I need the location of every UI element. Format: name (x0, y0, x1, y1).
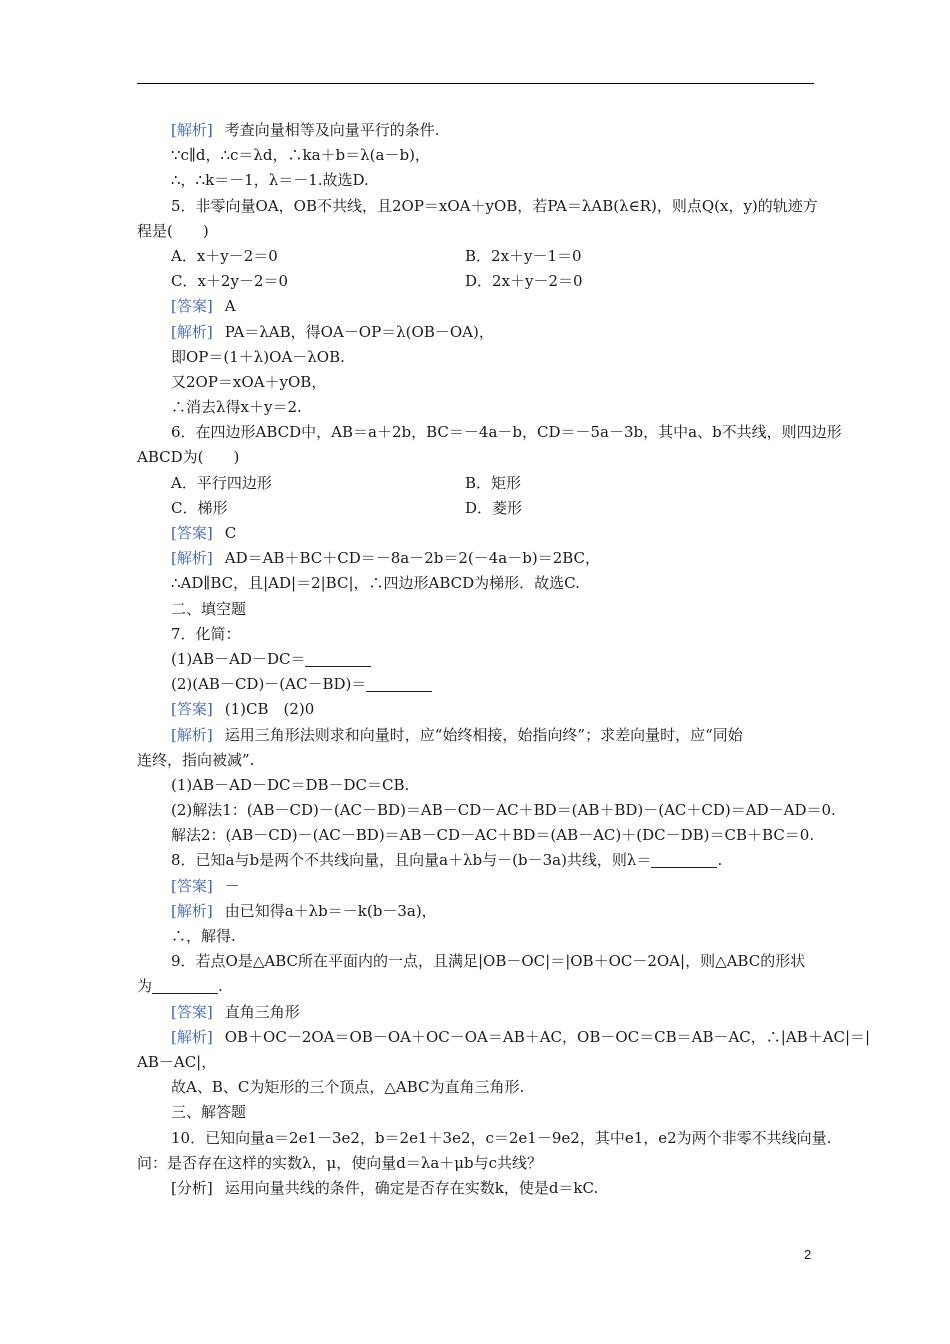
answer-blank (305, 650, 371, 667)
text-line: 程是( ) (137, 221, 209, 240)
answer-line (137, 1000, 817, 1025)
analysis-tag: [ 解析 ] (171, 323, 213, 341)
answer-line (137, 294, 817, 319)
option-d: D．菱形 (465, 498, 523, 517)
analysis-tag: [ 解析 ] (171, 902, 213, 920)
analysis-line (137, 899, 817, 924)
analysis-line (137, 320, 817, 345)
question-8 (137, 848, 817, 873)
text-line: (2)解法1：(AB－CD)－(AC－BD)＝AB－CD－AC＋BD＝(AB＋BD)－(AC＋CD)＝AD－AD＝0. (171, 801, 836, 820)
answer-line (137, 697, 817, 722)
answer-tag: [ 答案 ] (171, 297, 213, 315)
fenxi-tag: [分析] (171, 1178, 213, 1197)
question-6: 6．在四边形ABCD中，AB＝a＋2b，BC＝－4a－b，CD＝－5a－3b，其中a、b不共线，则四边形 (171, 423, 842, 442)
analysis-line (137, 1176, 817, 1201)
line-text: PA＝λAB，得OA－OP＝λ(OB－OA)， (224, 322, 494, 341)
option-d: D．2x＋y－2＝0 (465, 272, 583, 291)
answer-line (137, 521, 817, 546)
text-line (137, 974, 817, 999)
text-line: ∴，∴k＝－1，λ＝－1.故选D. (171, 171, 369, 190)
options-row (137, 269, 817, 294)
text-line: ∴，解得. (171, 927, 236, 945)
section-heading: 三、解答题 (171, 1103, 247, 1122)
text-line: 即OP＝(1＋λ)OA－λOB. (171, 347, 345, 366)
answer-blank (651, 851, 717, 868)
text-line: AB－AC|， (137, 1052, 217, 1071)
header-rule (137, 83, 814, 84)
options-row (137, 496, 817, 521)
analysis-line (137, 723, 817, 748)
line-text: OB＋OC－2OA＝OB－OA＋OC－OA＝AB＋AC，OB－OC＝CB＝AB－AC，∴|AB＋AC|＝| (224, 1027, 871, 1046)
page-number: 2 (804, 1247, 812, 1262)
answer-tag: [ 答案 ] (171, 700, 213, 718)
answer-tag: [ 答案 ] (171, 1003, 213, 1021)
text-line (137, 118, 817, 143)
line-text: 8．已知a与b是两个不共线向量，且向量a＋λb与－(b－3a)共线，则λ＝ (171, 851, 652, 870)
answer-text: C (224, 524, 237, 542)
question-5: 5．非零向量OA，OB不共线，且2OP＝xOA＋yOB，若PA＝λAB(λ∈R)，则点Q(x，y)的轨迹方 (171, 196, 818, 215)
analysis-line (137, 1025, 871, 1050)
line-text: 运用三角形法则求和向量时，应“始终相接，始指向终”；求差向量时，应“同始 (224, 725, 743, 744)
section-heading: 二、填空题 (171, 599, 247, 618)
text-line: ∴消去λ得x＋y＝2. (171, 398, 302, 417)
options-row (137, 471, 817, 496)
line-text: . (717, 851, 723, 870)
question-10: 10．已知向量a＝2e1－3e2，b＝2e1＋3e2，c＝2e1－9e2，其中e1，e2为两个非零不共线向量. (171, 1128, 832, 1147)
text-line: 故A、B、C为矩形的三个顶点，△ABC为直角三角形. (171, 1078, 525, 1097)
text-line (137, 672, 817, 697)
answer-text: (1)CB (2)0 (224, 700, 315, 719)
analysis-line (137, 546, 817, 571)
answer-text: A (224, 297, 236, 316)
option-c: C．梯形 (171, 498, 228, 517)
answer-tag: [ 答案 ] (171, 877, 213, 895)
text-line: 连终，指向被减”. (137, 750, 255, 769)
answer-text: 直角三角形 (224, 1002, 300, 1021)
answer-text: － (224, 876, 240, 895)
text-line: ABCD为( ) (137, 448, 240, 467)
document-body (137, 118, 871, 1201)
text-line (137, 647, 817, 672)
answer-tag: [ 答案 ] (171, 524, 213, 542)
answer-line (137, 874, 817, 899)
option-b: B．2x＋y－1＝0 (465, 246, 582, 265)
text-line: ∵c∥d，∴c＝λd，∴ka＋b＝λ(a－b)， (171, 146, 430, 165)
line-text: 由已知得a＋λb＝－k(b－3a)， (224, 901, 437, 920)
analysis-tag: [ 解析 ] (171, 1028, 213, 1046)
line-text: 考查向量相等及向量平行的条件. (224, 121, 440, 139)
analysis-tag: [ 解析 ] (171, 726, 213, 744)
option-a: A．x＋y－2＝0 (171, 246, 278, 265)
text-line: 问：是否存在这样的实数λ，μ，使向量d＝λa＋μb与c共线？ (137, 1153, 543, 1172)
analysis-tag: [ 解析 ] (171, 549, 213, 567)
analysis-tag: [ 解析 ] (171, 121, 213, 139)
line-text: 运用向量共线的条件，确定是否存在实数k，使是d＝kC. (224, 1178, 599, 1197)
line-text: 为 (137, 977, 153, 996)
option-c: C．x＋2y－2＝0 (171, 272, 289, 291)
text-line: 解法2：(AB－CD)－(AC－BD)＝AB－CD－AC＋BD＝(AB－AC)＋(DC－DB)＝CB＋BC＝0. (171, 826, 815, 845)
text-line: (1)AB－AD－DC＝DB－DC＝CB. (171, 775, 410, 794)
option-b: B．矩形 (465, 473, 522, 492)
line-text: (2)(AB－CD)－(AC－BD)＝ (171, 675, 367, 694)
text-line: ∴AD∥BC，且|AD|＝2|BC|，∴四边形ABCD为梯形．故选C. (171, 574, 580, 593)
text-line: 又2OP＝xOA＋yOB， (171, 372, 327, 391)
answer-blank (152, 977, 218, 994)
question-7: 7．化简： (171, 624, 241, 643)
answer-blank (366, 675, 432, 692)
line-text: AD＝AB＋BC＋CD＝－8a－2b＝2(－4a－b)＝2BC， (224, 549, 601, 568)
line-text: (1)AB－AD－DC＝ (171, 649, 306, 668)
line-text: . (218, 977, 223, 996)
options-row (137, 244, 817, 269)
option-a: A．平行四边形 (171, 473, 272, 492)
question-9: 9．若点O是△ABC所在平面内的一点，且满足|OB－OC|＝|OB＋OC－2OA|，则△ABC的形状 (171, 952, 806, 971)
